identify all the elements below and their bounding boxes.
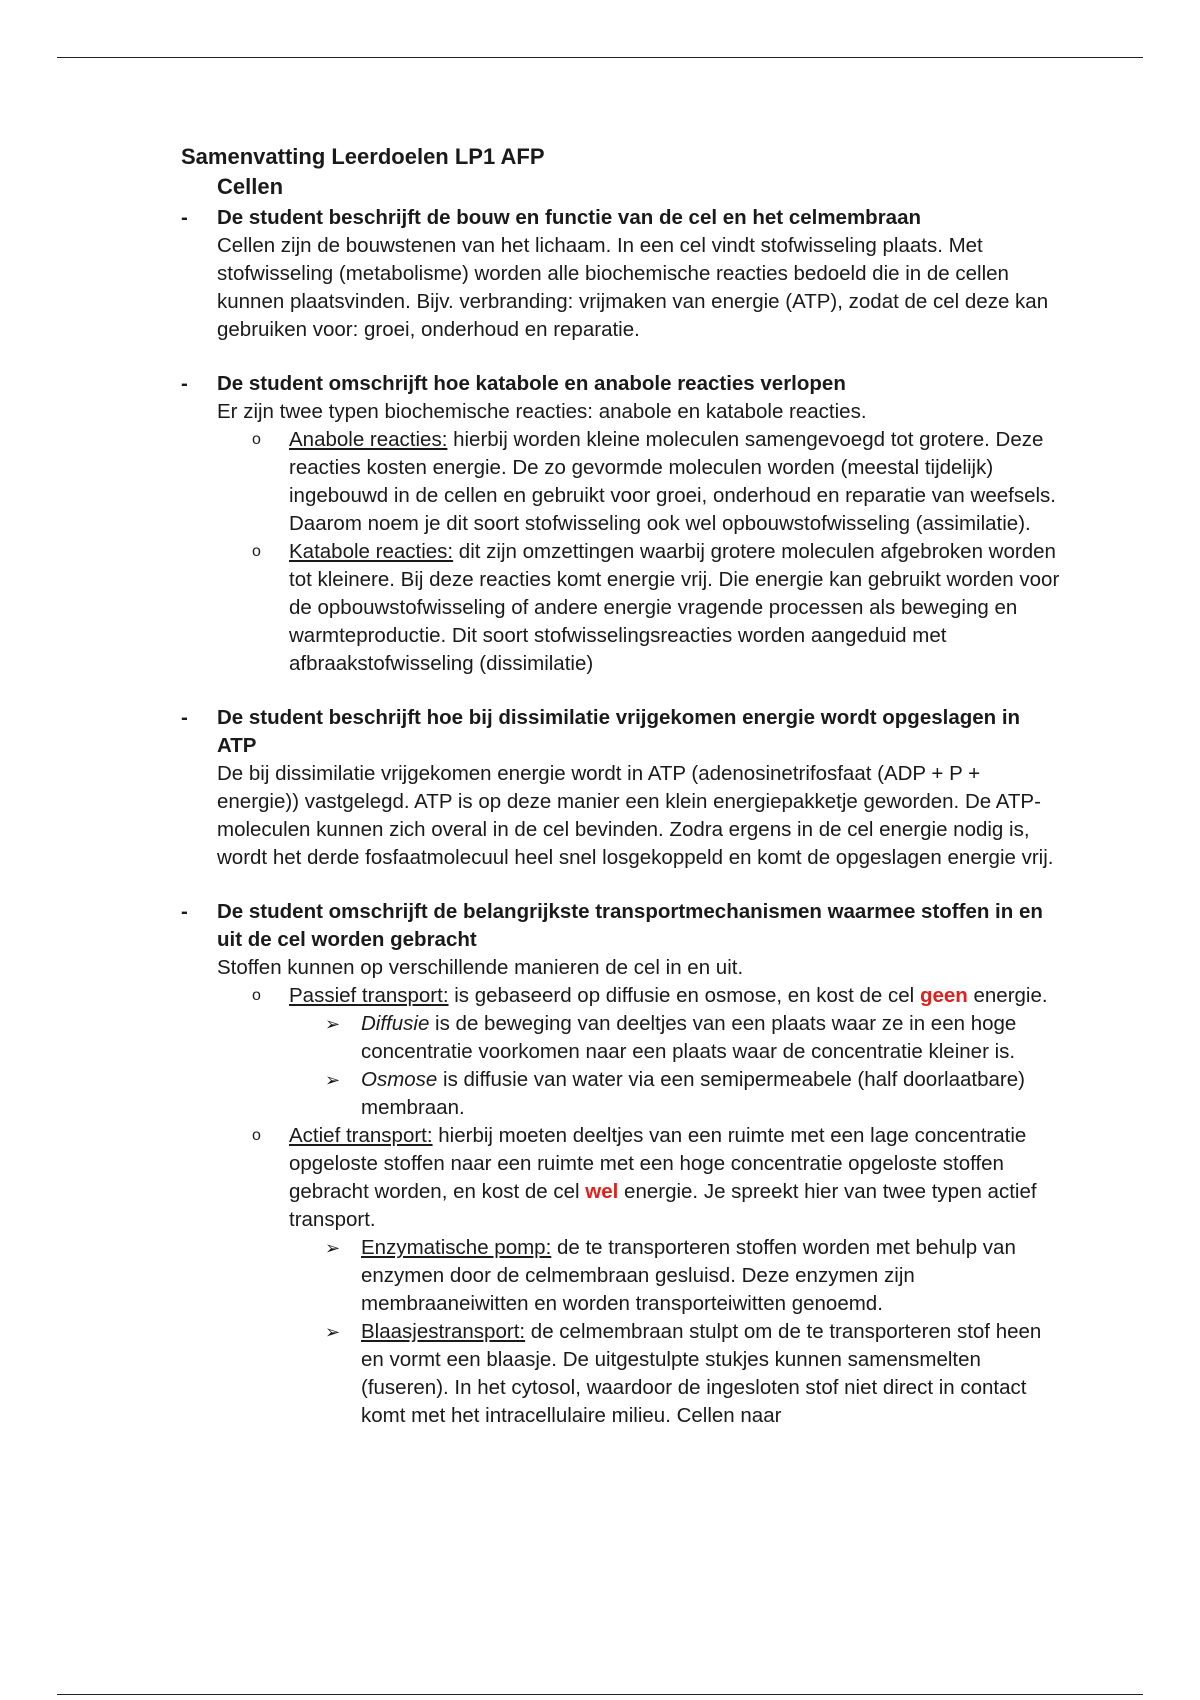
document-title: Samenvatting Leerdoelen LP1 AFP (181, 144, 545, 169)
sub-item-passief (181, 982, 1061, 1010)
dash-marker: - (181, 900, 188, 923)
bottom-rule (57, 1694, 1143, 1695)
text-actief-a: hierbij moeten deeltjes van een ruimte met een lage concentratie opgeloste stoffen naar een ruimte met een hoge concentratie opgeloste stoffen gebracht worden, en kost de cel (289, 1124, 1027, 1203)
text-passief-a: is gebaseerd op diffusie en osmose, en kost de cel (448, 984, 920, 1007)
goal-body: Stoffen kunnen op verschillende manieren de cel in en uit. (217, 956, 744, 979)
text-anabole: hierbij worden kleine moleculen samengevoegd tot grotere. Deze reacties kosten energie. De zo gevormde moleculen worden (meestal tijdelijk) ingebouwd in de cellen en gebruikt voor groei, onderhoud en reparatie van weefsels. Daarom noem je dit soort stofwisseling ook wel opbouwstofwisseling (assimilatie). (289, 428, 1056, 535)
learning-goal-2 (181, 370, 1061, 426)
circle-bullet: o (252, 543, 261, 560)
term-anabole: Anabole reacties: (289, 428, 448, 451)
text-osmose: is diffusie van water via een semipermeabele (half doorlaatbare) membraan. (361, 1068, 1025, 1119)
highlight-geen: geen (919, 984, 968, 1007)
text-passief-b: energie. (967, 984, 1048, 1007)
learning-goal-1 (181, 204, 1061, 344)
highlight-wel: wel (585, 1180, 619, 1203)
term-actief: Actief transport: (289, 1124, 433, 1147)
text-enzymatische-pomp: de te transporteren stoffen worden met behulp van enzymen door de celmembraan gesluisd. Deze enzymen zijn membraaneiwitten en worden transporteiwitten genoemd. (361, 1236, 1016, 1315)
sub-sub-item-blaasjestransport (181, 1318, 1061, 1430)
goal-heading: De student omschrijft hoe katabole en anabole reacties verlopen (217, 372, 846, 395)
arrow-bullet-icon: ➢ (325, 1238, 341, 1258)
sub-sub-item-diffusie (181, 1010, 1061, 1066)
term-passief: Passief transport: (289, 984, 449, 1007)
arrow-bullet-icon: ➢ (325, 1322, 341, 1342)
goal-heading: De student beschrijft de bouw en functie van de cel en het celmembraan (217, 206, 921, 229)
circle-bullet: o (252, 987, 261, 1004)
term-diffusie: Diffusie (361, 1012, 430, 1035)
term-blaasjestransport: Blaasjestransport: (361, 1320, 526, 1343)
text-actief-b: energie. Je spreekt hier van twee typen actief transport. (289, 1180, 1037, 1231)
top-rule (57, 57, 1143, 58)
arrow-bullet-icon: ➢ (325, 1014, 341, 1034)
goal-body: De bij dissimilatie vrijgekomen energie wordt in ATP (adenosinetrifosfaat (ADP + P + energie)) vastgelegd. ATP is op deze manier een klein energiepakketje geworden. De ATP-moleculen kunnen zich overal in de cel bevinden. Zodra ergens in de cel energie nodig is, wordt het derde fosfaatmolecuul heel snel losgekoppeld en komt de opgeslagen energie vrij. (217, 762, 1054, 869)
goal-heading: De student beschrijft hoe bij dissimilatie vrijgekomen energie wordt opgeslagen in ATP (217, 706, 1021, 757)
goal-body: Er zijn twee typen biochemische reacties: anabole en katabole reacties. (217, 400, 867, 423)
learning-goal-4 (181, 898, 1061, 982)
dash-marker: - (181, 372, 188, 395)
term-katabole: Katabole reacties: (289, 540, 454, 563)
goal-heading: De student omschrijft de belangrijkste transportmechanismen waarmee stoffen in en uit de cel worden gebracht (217, 900, 1043, 951)
section-title: Cellen (217, 174, 284, 199)
circle-bullet: o (252, 431, 261, 448)
learning-goal-3 (181, 704, 1061, 872)
text-diffusie: is de beweging van deeltjes van een plaats waar ze in een hoge concentratie voorkomen naar een plaats waar de concentratie kleiner is. (361, 1012, 1017, 1063)
sub-item-katabole (181, 538, 1061, 678)
term-osmose: Osmose (361, 1068, 438, 1091)
sub-item-anabole (181, 426, 1061, 538)
sub-sub-item-enzymatische-pomp (181, 1234, 1061, 1318)
text-blaasjestransport: de celmembraan stulpt om de te transporteren stof heen en vormt een blaasje. De uitgestulpte stukjes kunnen samensmelten (fuseren). In het cytosol, waardoor de ingesloten stof niet direct in contact komt met het intracellulaire milieu. Cellen naar (361, 1320, 1042, 1427)
goal-body: Cellen zijn de bouwstenen van het lichaam. In een cel vindt stofwisseling plaats. Met stofwisseling (metabolisme) worden alle biochemische reacties bedoeld die in de cellen kunnen plaatsvinden. Bijv. verbranding: vrijmaken van energie (ATP), zodat de cel deze kan gebruiken voor: groei, onderhoud en reparatie. (217, 234, 1049, 341)
dash-marker: - (181, 206, 188, 229)
circle-bullet: o (252, 1127, 261, 1144)
term-enzymatische-pomp: Enzymatische pomp: (361, 1236, 552, 1259)
dash-marker: - (181, 706, 188, 729)
sub-sub-item-osmose (181, 1066, 1061, 1122)
text-katabole: dit zijn omzettingen waarbij grotere moleculen afgebroken worden tot kleinere. Bij deze reacties komt energie vrij. Die energie kan gebruikt worden voor de opbouwstofwisseling of andere energie vragende processen als beweging en warmteproductie. Dit soort stofwisselingsreacties worden aangeduid met afbraakstofwisseling (dissimilatie) (289, 540, 1060, 675)
sub-item-actief (181, 1122, 1061, 1234)
document-page (181, 142, 1061, 1430)
arrow-bullet-icon: ➢ (325, 1070, 341, 1090)
